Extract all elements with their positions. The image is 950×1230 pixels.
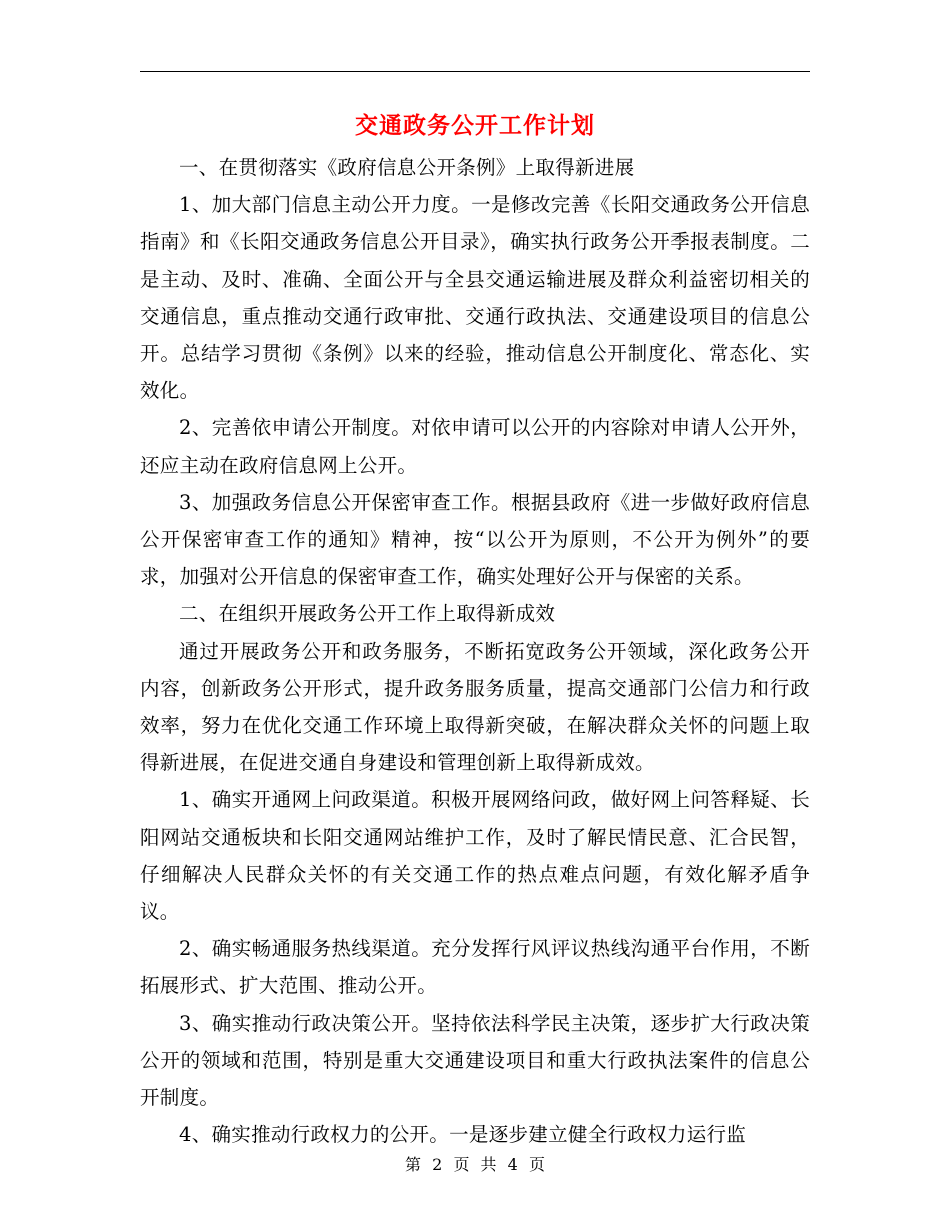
paragraph-2-2: 2、确实畅通服务热线渠道。充分发挥行风评议热线沟通平台作用，不断拓展形式、扩大范围、推动公开。	[140, 937, 810, 998]
paragraph-1-3: 3、加强政务信息公开保密审查工作。根据县政府《进一步做好政府信息公开保密审查工作的通知》精神，按“以公开为原则，不公开为例外”的要求，加强对公开信息的保密审查工作，确实处理好公开与保密的关系。	[140, 490, 810, 589]
footer-label-gong: 共	[480, 1155, 497, 1174]
footer-label-ye-end: 页	[528, 1155, 545, 1174]
section-heading-1: 一、在贯彻落实《政府信息公开条例》上取得新进展	[179, 156, 635, 179]
footer-label-ye: 页	[453, 1155, 470, 1174]
total-page-count: 4	[507, 1155, 518, 1174]
paragraph-1-1: 1、加大部门信息主动公开力度。一是修改完善《长阳交通政务公开信息指南》和《长阳交通政务信息公开目录》，确实执行政务公开季报表制度。二是主动、及时、准确、全面公开与全县交通运输进展及群众利益密切相关的交通信息，重点推动交通行政审批、交通行政执法、交通建设项目的信息公开。总结学习贯彻《条例》以来的经验，推动信息公开制度化、常态化、实效化。	[140, 193, 810, 403]
header-rule	[140, 71, 810, 72]
footer-label-di: 第	[405, 1155, 422, 1174]
paragraph-2-4: 4、确实推动行政权力的公开。一是逐步建立健全行政权力运行监	[179, 1123, 747, 1147]
document-body	[140, 149, 810, 1153]
paragraph-1-2: 2、完善依申请公开制度。对依申请可以公开的内容除对申请人公开外，还应主动在政府信息网上公开。	[140, 416, 810, 477]
paragraph-2-1: 1、确实开通网上问政渠道。积极开展网络问政，做好网上问答释疑、长阳网站交通板块和长阳交通网站维护工作，及时了解民情民意、汇合民智，仔细解决人民群众关怀的有关交通工作的热点难点问题，有效化解矛盾争议。	[140, 788, 810, 924]
section-heading-2: 二、在组织开展政务公开工作上取得新成效	[179, 602, 556, 626]
paragraph-2-3: 3、确实推动行政决策公开。坚持依法科学民主决策，逐步扩大行政决策公开的领域和范围，特别是重大交通建设项目和重大行政执法案件的信息公开制度。	[140, 1011, 810, 1110]
paragraph-2-intro: 通过开展政务公开和政务服务，不断拓宽政务公开领域，深化政务公开内容，创新政务公开形式，提升政务服务质量，提高交通部门公信力和行政效率，努力在优化交通工作环境上取得新突破，在解决群众关怀的问题上取得新进展，在促进交通自身建设和管理创新上取得新成效。	[140, 639, 810, 775]
document-title: 交通政务公开工作计划	[355, 112, 595, 139]
current-page-number: 2	[432, 1155, 443, 1174]
page-footer	[0, 1153, 950, 1177]
